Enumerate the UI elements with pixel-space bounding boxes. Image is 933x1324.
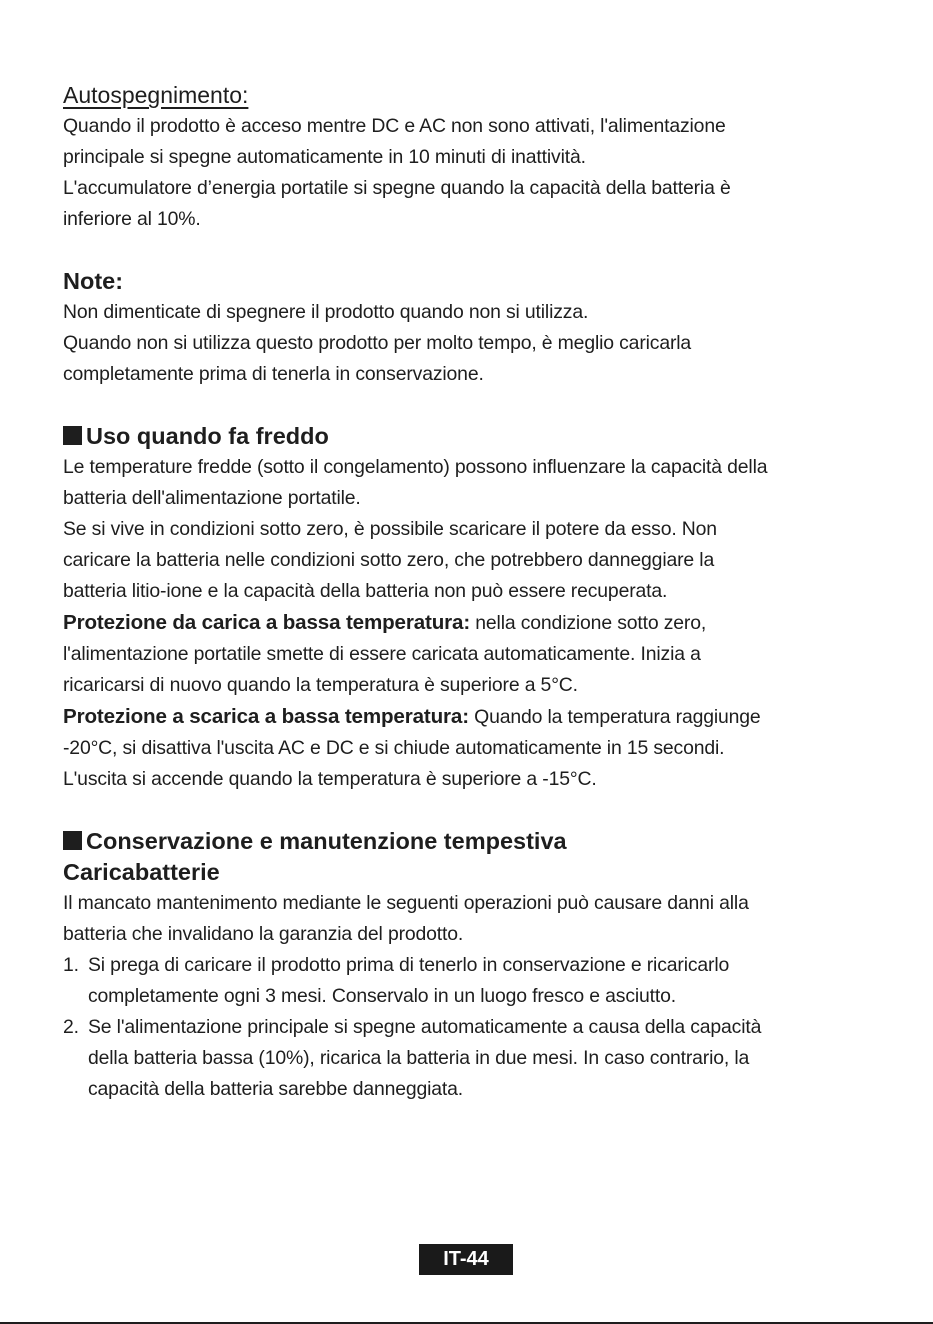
- conservazione-line: Il mancato mantenimento mediante le seguenti operazioni può causare danni alla: [63, 892, 749, 914]
- freddo-heading: [63, 421, 883, 452]
- conservazione-list: [63, 950, 883, 1105]
- freddo-line: Le temperature fredde (sotto il congelamento) possono influenzare la capacità della: [63, 456, 768, 478]
- autospegnimento-line: Quando il prodotto è acceso mentre DC e AC non sono attivati, l'alimentazione: [63, 115, 726, 137]
- autospegnimento-line: L'accumulatore d’energia portatile si spegne quando la capacità della batteria è: [63, 177, 731, 199]
- autospegnimento-line: principale si spegne automaticamente in 10 minuti di inattività.: [63, 146, 586, 168]
- conservazione-line: batteria che invalidano la garanzia del prodotto.: [63, 923, 464, 945]
- note-heading: Note:: [63, 268, 124, 294]
- freddo-line: -20°C, si disattiva l'uscita AC e DC e si chiude automaticamente in 15 secondi.: [63, 737, 725, 759]
- list-item: [63, 950, 883, 1012]
- carica-protection-text: nella condizione sotto zero,: [470, 612, 707, 634]
- freddo-line: ricaricarsi di nuovo quando la temperatura è superiore a 5°C.: [63, 674, 578, 696]
- caricabatterie-subheading: Caricabatterie: [63, 859, 220, 885]
- carica-protection-label: Protezione da carica a bassa temperatura:: [63, 611, 471, 634]
- list-item-line: della batteria bassa (10%), ricarica la batteria in due mesi. In caso contrario, la: [88, 1047, 750, 1069]
- note-line: Non dimenticate di spegnere il prodotto quando non si utilizza.: [63, 301, 589, 323]
- scarica-protection-text: Quando la temperatura raggiunge: [468, 706, 761, 728]
- autospegnimento-heading: Autospegnimento:: [63, 82, 249, 108]
- freddo-line: batteria litio-ione e la capacità della batteria non può essere recuperata.: [63, 580, 668, 602]
- list-item-number: 1.: [63, 954, 79, 976]
- list-item-line: completamente ogni 3 mesi. Conservalo in un luogo fresco e asciutto.: [88, 985, 677, 1007]
- page-content: [63, 80, 883, 1105]
- freddo-line: batteria dell'alimentazione portatile.: [63, 487, 361, 509]
- note-line: completamente prima di tenerla in conservazione.: [63, 363, 484, 385]
- note-line: Quando non si utilizza questo prodotto per molto tempo, è meglio caricarla: [63, 332, 692, 354]
- list-item-number: 2.: [63, 1016, 79, 1038]
- freddo-line: l'alimentazione portatile smette di essere caricata automaticamente. Inizia a: [63, 643, 701, 665]
- freddo-heading-text: Uso quando fa freddo: [86, 423, 329, 449]
- page-number-badge: IT-44: [419, 1244, 513, 1275]
- freddo-line: Se si vive in condizioni sotto zero, è possibile scaricare il potere da esso. Non: [63, 518, 717, 540]
- freddo-line: L'uscita si accende quando la temperatura è superiore a -15°C.: [63, 768, 597, 790]
- freddo-line: caricare la batteria nelle condizioni sotto zero, che potrebbero danneggiare la: [63, 549, 715, 571]
- list-item-line: Se l'alimentazione principale si spegne automaticamente a causa della capacità: [88, 1016, 762, 1038]
- carica-protection-line: [63, 607, 883, 639]
- square-bullet-icon: [63, 426, 82, 445]
- list-item-line: capacità della batteria sarebbe danneggiata.: [88, 1078, 464, 1100]
- square-bullet-icon: [63, 831, 82, 850]
- conservazione-heading-text: Conservazione e manutenzione tempestiva: [86, 828, 567, 854]
- scarica-protection-label: Protezione a scarica a bassa temperatura:: [63, 705, 469, 728]
- scarica-protection-line: [63, 701, 883, 733]
- list-item-line: Si prega di caricare il prodotto prima di tenerlo in conservazione e ricaricarlo: [88, 954, 730, 976]
- autospegnimento-line: inferiore al 10%.: [63, 208, 201, 230]
- conservazione-heading: [63, 826, 883, 857]
- list-item: [63, 1012, 883, 1105]
